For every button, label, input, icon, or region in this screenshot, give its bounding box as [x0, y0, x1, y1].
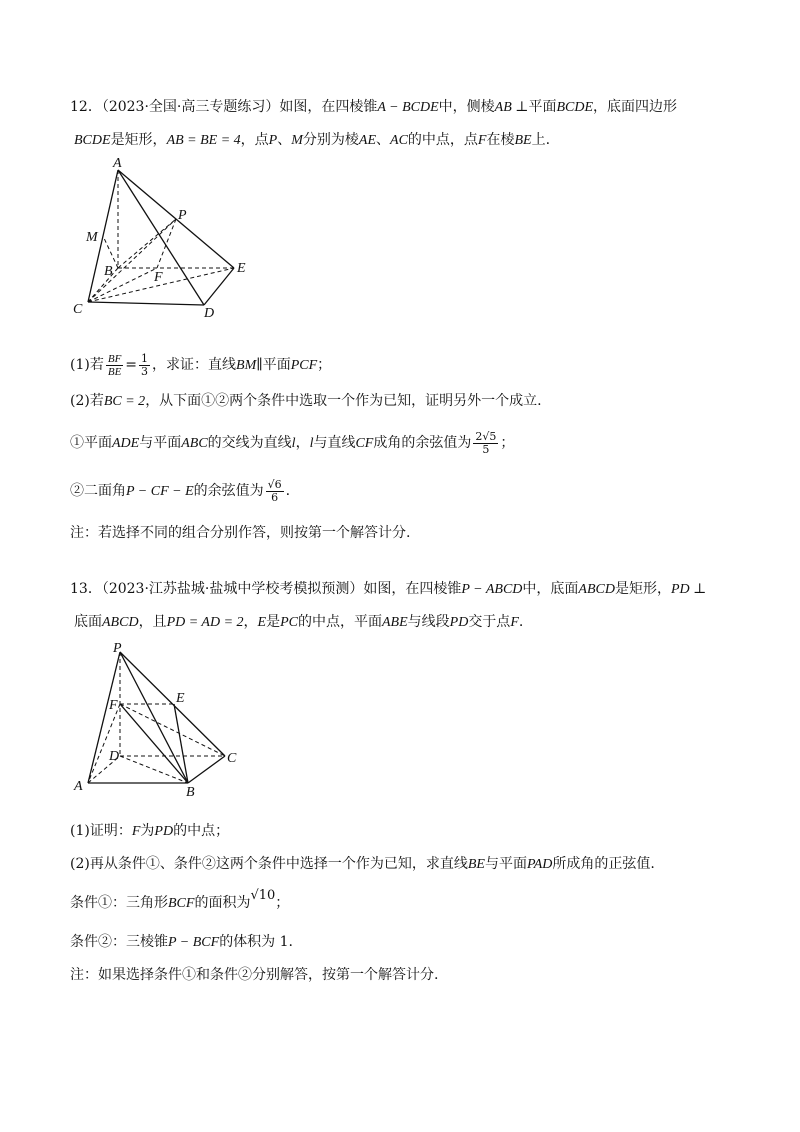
denominator: BE [107, 365, 122, 378]
math: BCF [168, 896, 195, 911]
text: 是矩形， [110, 132, 167, 148]
numerator: √6 [267, 477, 282, 491]
text: 中，侧棱 [438, 99, 495, 115]
text: 如图，在四棱锥 [363, 581, 462, 597]
math: ABE [381, 615, 408, 630]
q12-note: 注：若选择不同的组合分别作答，则按第一个解答计分. [70, 525, 411, 541]
fraction-one-third [139, 353, 150, 378]
segment-be [174, 704, 188, 783]
text: ； [275, 895, 290, 911]
edge-bc [188, 756, 225, 783]
label-m: M [86, 230, 98, 245]
math: l [309, 436, 314, 451]
label-d: D [204, 306, 215, 320]
label-e: E [237, 261, 246, 276]
text: 平面 [528, 99, 557, 115]
math: AC [390, 133, 408, 148]
text: . [518, 614, 524, 630]
text: 分别为棱 [302, 132, 359, 148]
text: ②二面角 [70, 483, 126, 499]
math: √10 [250, 888, 276, 903]
math: F [510, 615, 519, 630]
math: PAD [526, 857, 553, 872]
segment-bp [118, 219, 176, 268]
segment-fc [120, 704, 225, 756]
text: 上. [531, 132, 551, 148]
text: ①平面 [70, 435, 112, 451]
q12-condition1 [70, 426, 750, 460]
segment-db [120, 756, 188, 783]
q13-figure [70, 638, 250, 803]
text: (1)若 [70, 357, 104, 373]
segment-bf [120, 704, 188, 783]
math: A − BCDE [377, 100, 439, 115]
fraction-bf-be [106, 353, 123, 378]
text: 与平面 [484, 856, 527, 872]
text: ，底面四边形 [593, 99, 678, 115]
math: ADE [112, 436, 140, 451]
text: 是 [266, 614, 281, 630]
fraction-cos-value [473, 431, 498, 456]
numerator: 2√5 [475, 429, 497, 443]
text: 成角的余弦值为 [373, 435, 472, 451]
math: AB = BE = 4 [166, 133, 241, 148]
text: 、 [277, 132, 292, 148]
q13-part2 [70, 853, 750, 876]
text: 的余弦值为 [193, 483, 264, 499]
text: 在棱 [486, 132, 515, 148]
text: ； [500, 435, 515, 451]
q12-number: 12． [70, 99, 102, 115]
q13-stem-line1 [70, 578, 750, 601]
text: 中，底面 [522, 581, 579, 597]
q13-source: （2023·江苏盐城·盐城中学校考模拟预测） [101, 581, 364, 597]
text: ，从下面①②两个条件中选取一个作为已知，证明另外一个成立. [145, 393, 542, 409]
q12-part2 [70, 390, 750, 413]
label-b: B [104, 264, 113, 279]
denominator: 6 [271, 490, 279, 504]
label-p: P [178, 208, 187, 223]
text: 所成角的正弦值. [552, 856, 655, 872]
math: PD [154, 824, 174, 839]
q12-part1 [70, 348, 750, 382]
label-a: A [74, 779, 83, 794]
text: ，点 [240, 132, 269, 148]
math: P − ABCD [461, 582, 523, 597]
text: 交于点 [468, 614, 511, 630]
math: BC = 2 [103, 394, 146, 409]
math: PD ⊥ [670, 582, 707, 597]
math: CF [355, 436, 374, 451]
numerator: BF [107, 352, 122, 365]
text: 如图，在四棱锥 [279, 99, 378, 115]
math: BCDE [556, 100, 594, 115]
q12-source: （2023·全国·高三专题练习） [101, 99, 280, 115]
math: AE [358, 133, 377, 148]
text: 与线段 [407, 614, 450, 630]
label-a: A [113, 156, 122, 171]
label-c: C [227, 751, 237, 766]
math: ABCD [102, 615, 139, 630]
math: P [268, 133, 278, 148]
math: F [131, 824, 141, 839]
text: 的中点； [173, 823, 230, 839]
edge-pb [120, 652, 188, 783]
text: (2)若 [70, 393, 104, 409]
fraction-sqrt6-6 [266, 479, 284, 504]
text: 、 [376, 132, 391, 148]
math: l [291, 436, 296, 451]
q13-stem-line2 [74, 611, 754, 634]
edge-de [204, 268, 234, 305]
text: 条件②：三棱锥 [70, 934, 168, 950]
text: (2)再从条件①、条件②这两个条件中选择一个作为已知，求直线 [70, 856, 468, 872]
text: 是矩形， [614, 581, 671, 597]
q13-condition1 [70, 889, 750, 917]
label-e: E [176, 691, 185, 706]
math: = [125, 357, 138, 373]
math: PD = AD = 2 [166, 615, 244, 630]
text: 与直线 [313, 435, 356, 451]
text: 平面 [262, 357, 291, 373]
text: ， [243, 614, 258, 630]
q12-stem-line2 [74, 129, 754, 152]
math: ABCD [578, 582, 615, 597]
text: ，求证：直线 [152, 357, 237, 373]
segment-cp [88, 219, 176, 302]
math: AB ⊥ [494, 100, 529, 115]
math: F [477, 133, 487, 148]
label-b: B [186, 785, 195, 800]
math: BE [467, 857, 485, 872]
denominator: 3 [141, 364, 149, 378]
math: ABC [181, 436, 208, 451]
text: 的交线为直线 [207, 435, 292, 451]
q12-figure [66, 155, 266, 320]
math: BE [514, 133, 532, 148]
text: 的中点，点 [407, 132, 478, 148]
math: P − CF − E [126, 484, 194, 499]
text: . [285, 483, 291, 499]
math: E [257, 615, 267, 630]
label-c: C [73, 302, 83, 317]
q13-note: 注：如果选择条件①和条件②分别解答，按第一个解答计分. [70, 967, 439, 983]
math: M [291, 133, 303, 148]
text: ； [317, 357, 332, 373]
q12-condition2 [70, 474, 750, 508]
math: PCF [290, 358, 318, 373]
math: BM [236, 358, 257, 373]
text: 条件①：三角形 [70, 895, 168, 911]
q13-number: 13． [70, 581, 102, 597]
math: P − BCF [168, 935, 220, 950]
text: ， [295, 435, 310, 451]
q13-part1 [70, 820, 750, 843]
label-d: D [109, 749, 120, 764]
numerator: 1 [141, 351, 149, 365]
math: BCDE [74, 133, 111, 148]
text: (1)证明： [70, 823, 132, 839]
text: 为 [140, 823, 155, 839]
edge-cd [88, 302, 204, 305]
label-f: F [154, 270, 163, 285]
q13-condition2 [70, 931, 750, 954]
text: 与平面 [139, 435, 182, 451]
math: ∥ [256, 357, 263, 373]
label-p: P [113, 641, 122, 656]
text: 的体积为 1. [219, 934, 293, 950]
text: ，且 [138, 614, 167, 630]
text: 底面 [74, 614, 102, 630]
segment-pf [157, 219, 176, 268]
q12-stem-line1 [70, 96, 750, 119]
math: PC [280, 615, 298, 630]
text: 的面积为 [194, 895, 251, 911]
segment-cf [88, 268, 157, 302]
text: 的中点，平面 [297, 614, 382, 630]
label-f: F [109, 698, 118, 713]
denominator: 5 [482, 442, 490, 456]
math: PD [449, 615, 469, 630]
